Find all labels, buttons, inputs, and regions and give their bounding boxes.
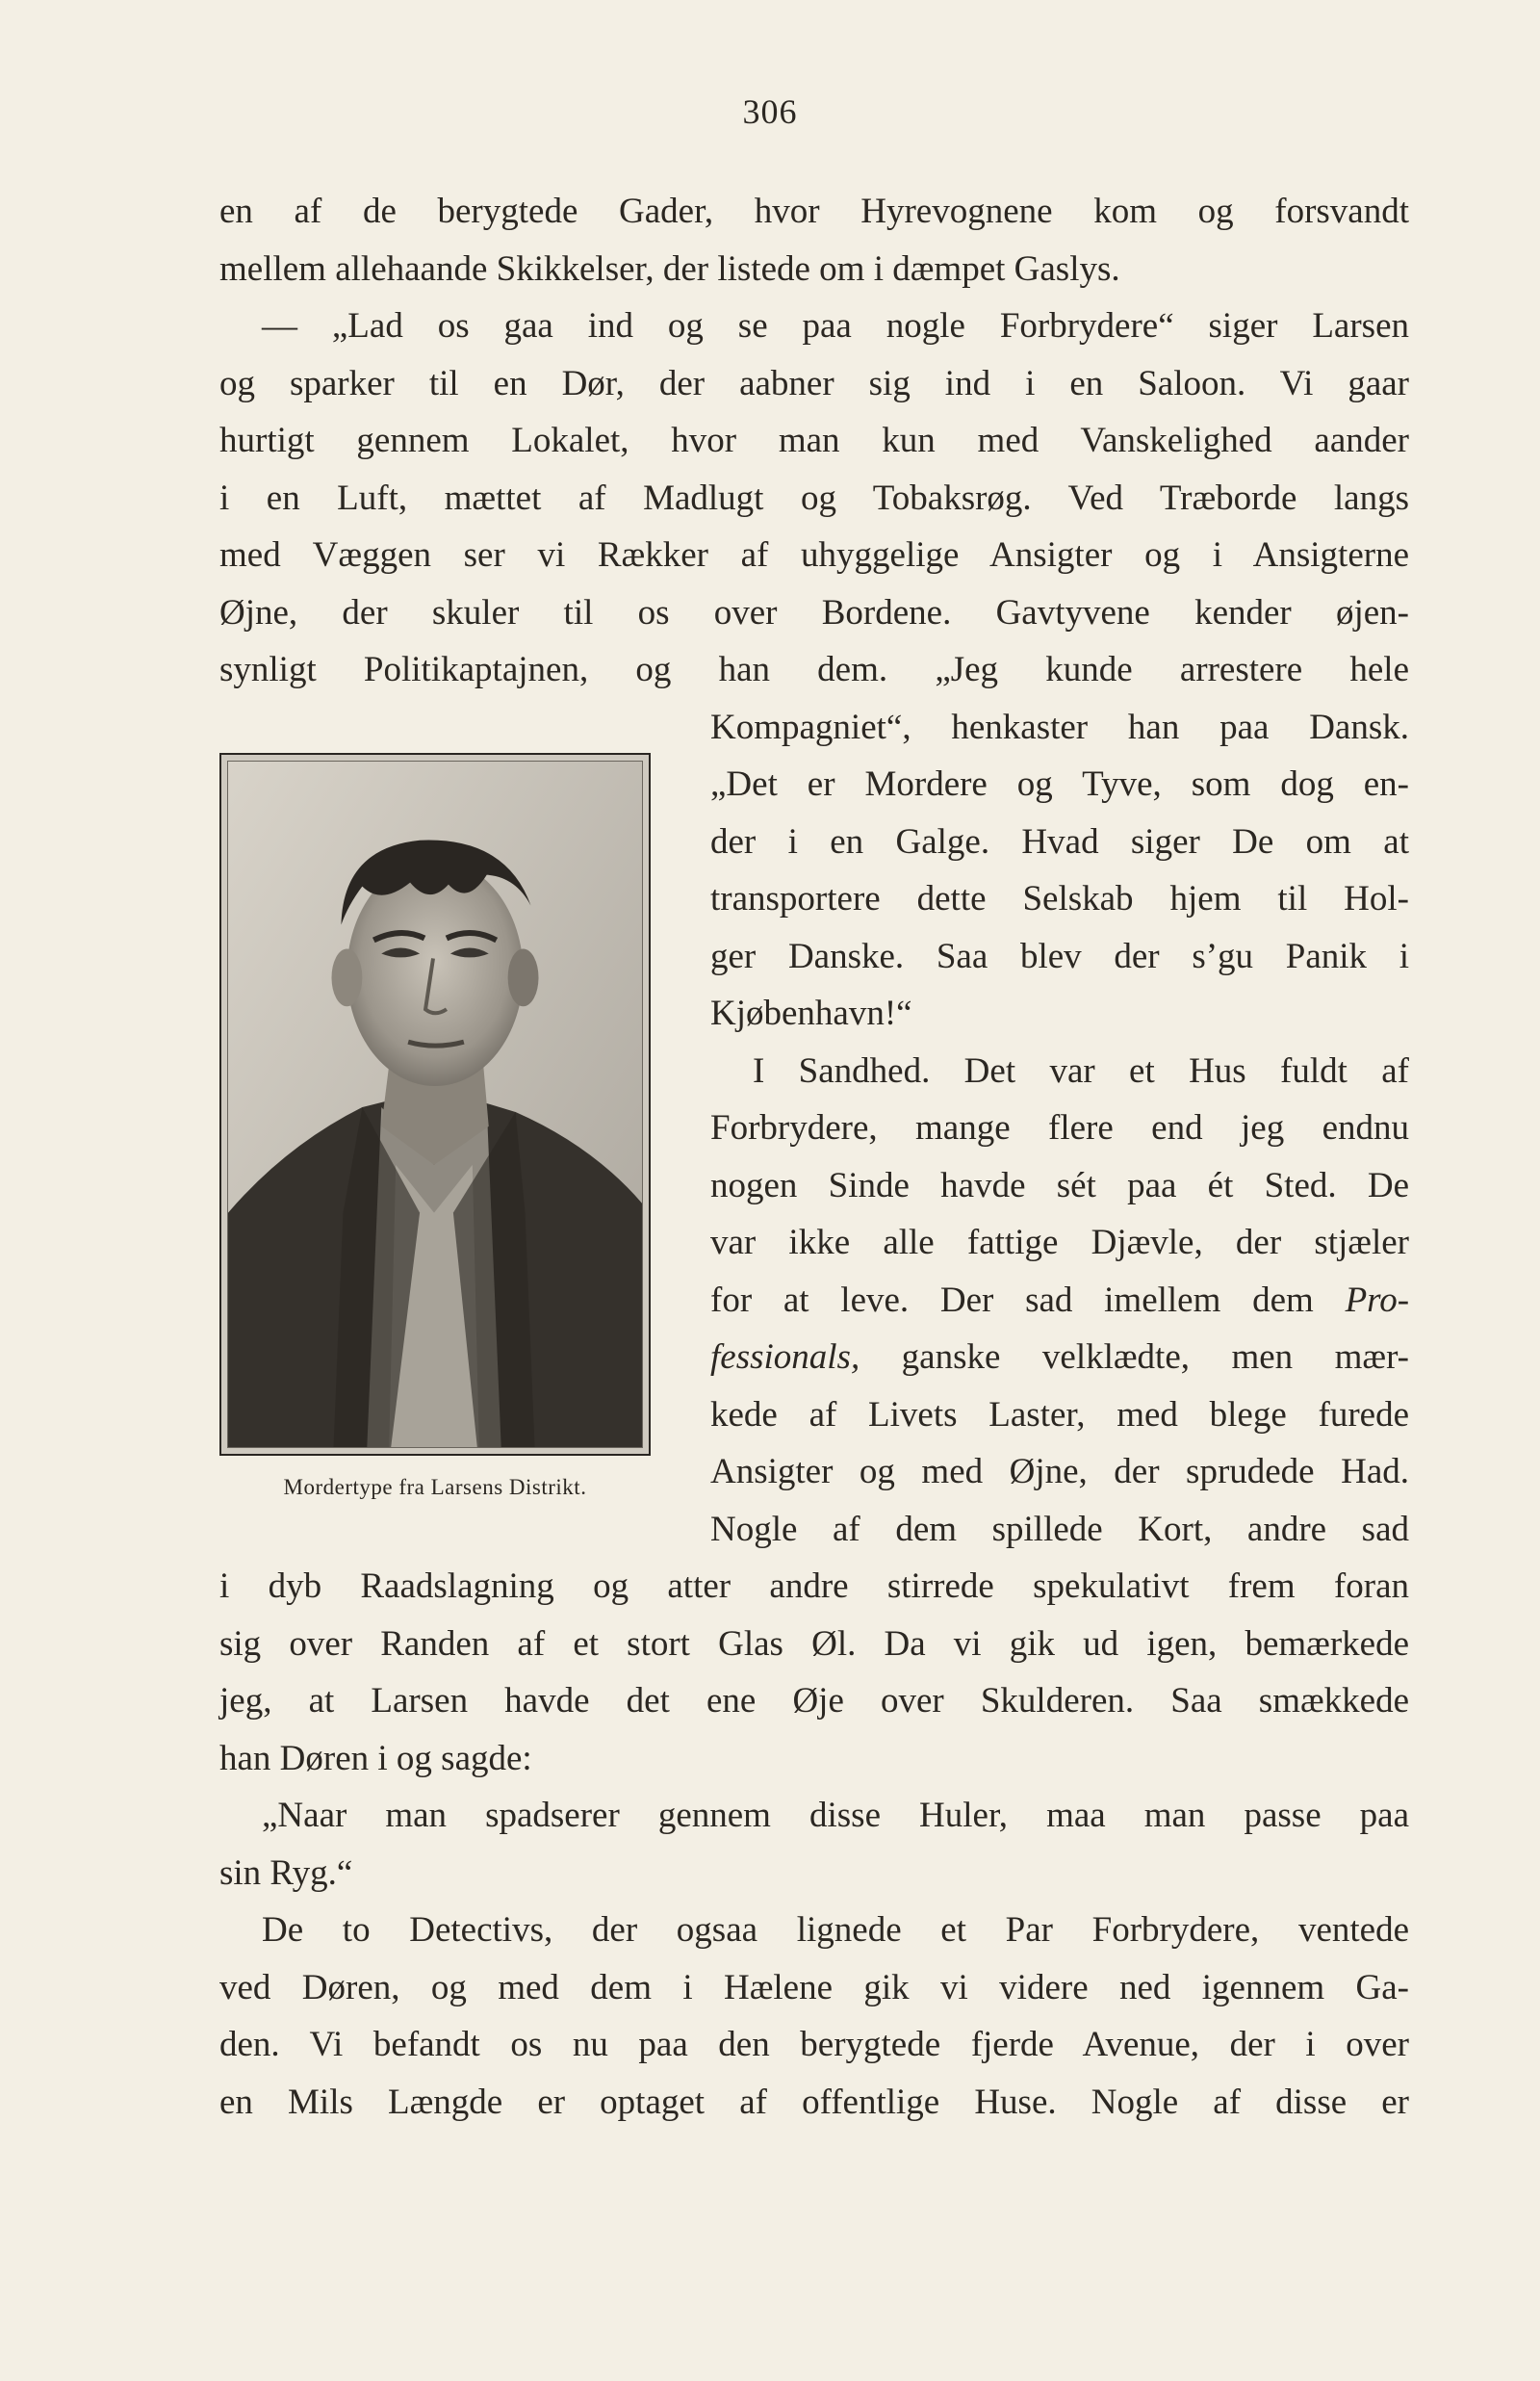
text-line: sig over Randen af et stort Glas Øl. Da vi gik ud igen, bemærkede bbox=[219, 1624, 1409, 1664]
text-line: Kjøbenhavn!“ bbox=[710, 994, 912, 1033]
text-line: transportere dette Selskab hjem til Hol- bbox=[710, 879, 1409, 919]
text-line: ger Danske. Saa blev der s’gu Panik i bbox=[710, 937, 1409, 976]
text-line: „Det er Mordere og Tyve, som dog en- bbox=[710, 764, 1409, 804]
text-line: med Væggen ser vi Rækker af uhyggelige Ansigter og i Ansigterne bbox=[219, 535, 1409, 575]
text-line: en af de berygtede Gader, hvor Hyrevognene kom og forsvandt bbox=[219, 192, 1409, 231]
italic-word: Pro- bbox=[1345, 1281, 1410, 1320]
text-line: Øjne, der skuler til os over Bordene. Gavtyvene kender øjen- bbox=[219, 593, 1409, 633]
text-line: — „Lad os gaa ind og se paa nogle Forbrydere“ siger Larsen bbox=[262, 306, 1409, 346]
text-line: Forbrydere, mange flere end jeg endnu bbox=[710, 1108, 1409, 1148]
text-line bbox=[710, 1278, 1409, 1324]
text-line: ved Døren, og med dem i Hælene gik vi videre ned igennem Ga- bbox=[219, 1968, 1409, 2007]
text-line: Ansigter og med Øjne, der sprudede Had. bbox=[710, 1452, 1409, 1491]
text-segment: ganske velklædte, men mær- bbox=[860, 1337, 1409, 1377]
text-line: De to Detectivs, der ogsaa lignede et Par Forbrydere, ventede bbox=[262, 1910, 1409, 1950]
text-line: Nogle af dem spillede Kort, andre sad bbox=[710, 1510, 1409, 1549]
text-line: hurtigt gennem Lokalet, hvor man kun med Vanskelighed aander bbox=[219, 421, 1409, 460]
text-line: i dyb Raadslagning og atter andre stirrede spekulativt frem foran bbox=[219, 1566, 1409, 1606]
text-line: i en Luft, mættet af Madlugt og Tobaksrøg. Ved Træborde langs bbox=[219, 479, 1409, 518]
text-line: han Døren i og sagde: bbox=[219, 1739, 532, 1778]
text-line bbox=[710, 1334, 1409, 1381]
text-line: den. Vi befandt os nu paa den berygtede fjerde Avenue, der i over bbox=[219, 2025, 1409, 2064]
text-line: kede af Livets Laster, med blege furede bbox=[710, 1395, 1409, 1435]
text-line: synligt Politikaptajnen, og han dem. „Jeg kunde arrestere hele bbox=[219, 650, 1409, 689]
text-line: I Sandhed. Det var et Hus fuldt af bbox=[753, 1051, 1409, 1091]
portrait-photograph bbox=[219, 753, 651, 1456]
text-line: „Naar man spadserer gennem disse Huler, maa man passe paa bbox=[262, 1796, 1409, 1835]
figure-caption: Mordertype fra Larsens Distrikt. bbox=[283, 1475, 587, 1499]
text-line: og sparker til en Dør, der aabner sig ind i en Saloon. Vi gaar bbox=[219, 364, 1409, 403]
text-line: sin Ryg.“ bbox=[219, 1853, 353, 1893]
text-segment: for at leve. Der sad imellem dem bbox=[710, 1281, 1314, 1320]
italic-word: fessionals, bbox=[710, 1337, 860, 1377]
portrait-figure bbox=[228, 762, 642, 1447]
text-line: mellem allehaande Skikkelser, der listede om i dæmpet Gaslys. bbox=[219, 249, 1120, 289]
page-number: 306 bbox=[742, 92, 798, 131]
text-line: Kompagniet“, henkaster han paa Dansk. bbox=[710, 708, 1409, 747]
text-line: en Mils Længde er optaget af offentlige Huse. Nogle af disse er bbox=[219, 2083, 1409, 2122]
text-line: jeg, at Larsen havde det ene Øje over Skulderen. Saa smækkede bbox=[219, 1681, 1409, 1721]
text-line: nogen Sinde havde sét paa ét Sted. De bbox=[710, 1166, 1409, 1205]
text-line: der i en Galge. Hvad siger De om at bbox=[710, 822, 1409, 862]
text-line: var ikke alle fattige Djævle, der stjæler bbox=[710, 1223, 1409, 1262]
